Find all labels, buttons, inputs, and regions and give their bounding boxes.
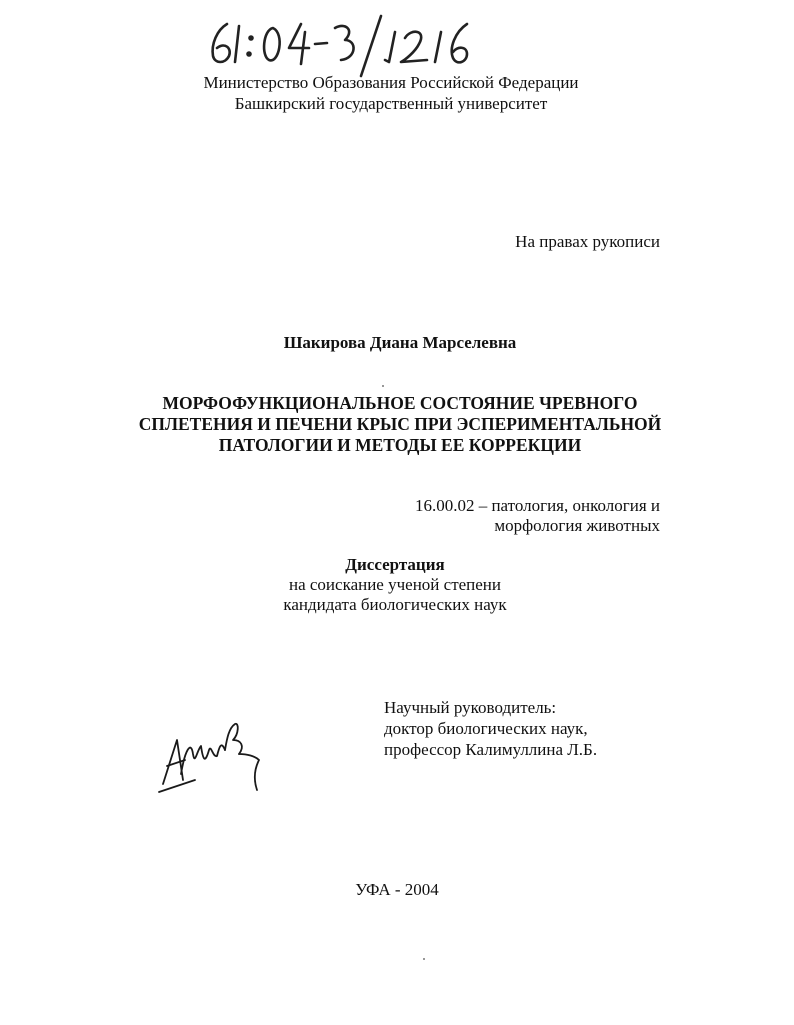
rights-note: На правах рукописи — [515, 232, 660, 251]
ministry-name: Министерство Образования Российской Федерации — [203, 73, 579, 92]
title-line: СПЛЕТЕНИЯ И ПЕЧЕНИ КРЫС ПРИ ЭСПЕРИМЕНТАЛЬНОЙ — [138, 414, 662, 434]
document-type: Диссертация — [345, 555, 445, 574]
degree-block — [195, 555, 595, 615]
author-signature — [155, 710, 265, 800]
supervisor-name: профессор Калимуллина Л.Б. — [384, 740, 598, 759]
speciality-code — [360, 496, 660, 536]
scan-speck — [382, 385, 384, 387]
university-name: Башкирский государственный университет — [234, 94, 548, 113]
handwritten-archive-number — [205, 10, 505, 80]
dissertation-title — [110, 393, 690, 456]
title-line: ПАТОЛОГИИ И МЕТОДЫ ЕЕ КОРРЕКЦИИ — [218, 435, 582, 455]
supervisor-degree: доктор биологических наук, — [384, 719, 588, 738]
institution-header — [0, 72, 794, 114]
degree-line: на соискание ученой степени — [288, 575, 502, 594]
scan-speck — [423, 958, 425, 960]
author-name: Шакирова Диана Марселевна — [283, 333, 517, 352]
supervisor-label: Научный руководитель: — [384, 698, 557, 717]
supervisor-block — [384, 697, 684, 760]
speciality-line: морфология животных — [494, 516, 660, 535]
degree-line: кандидата биологических наук — [283, 595, 507, 614]
speciality-line: 16.00.02 – патология, онкология и — [414, 496, 660, 515]
city-year: УФА - 2004 — [355, 880, 439, 899]
title-line: МОРФОФУНКЦИОНАЛЬНОЕ СОСТОЯНИЕ ЧРЕВНОГО — [162, 393, 638, 413]
